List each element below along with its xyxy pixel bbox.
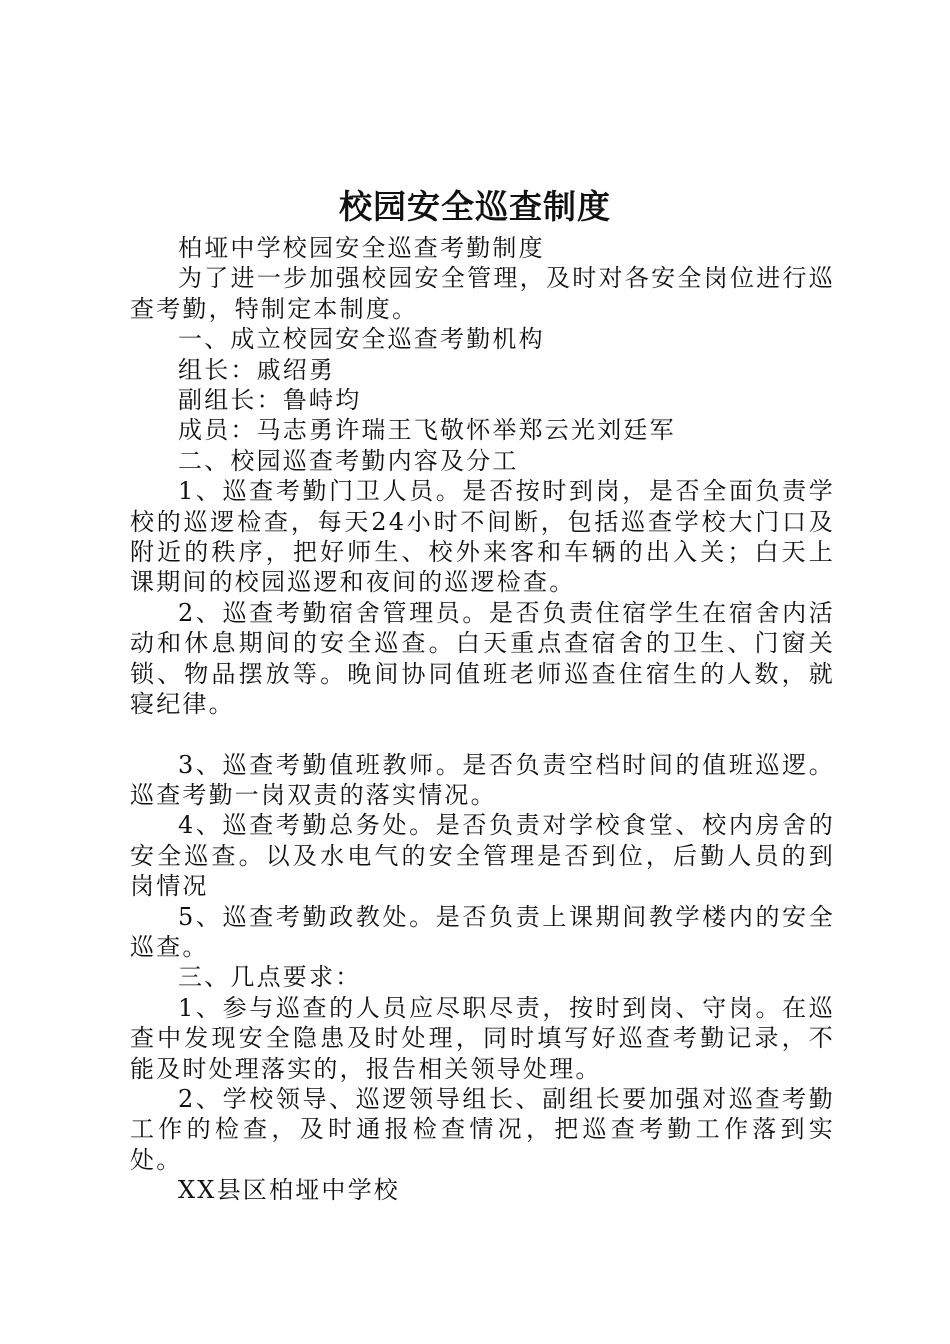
paragraph-group-leader: 组长：戚绍勇 <box>178 355 336 384</box>
section-heading-requirements: 三、几点要求： <box>178 963 362 992</box>
paragraph-item-dorm: 2、巡查考勤宿舍管理员。是否负责住宿学生在宿舍内活动和休息期间的安全巡查。白天重点查宿舍的卫生、门窗关锁、物品摆放等。晚间协同值班老师巡查住宿生的人数，就寝纪律。 <box>130 598 835 719</box>
paragraph-deputy-leader: 副组长：鲁峙均 <box>178 386 362 415</box>
document-title: 校园安全巡查制度 <box>339 187 611 226</box>
paragraph-requirement-1: 1、参与巡查的人员应尽职尽责，按时到岗、守岗。在巡查中发现安全隐患及时处理，同时填写好巡查考勤记录，不能及时处理落实的，报告相关领导处理。 <box>130 993 835 1083</box>
section-heading-content: 二、校园巡查考勤内容及分工 <box>178 446 519 475</box>
paragraph-item-general-affairs: 4、巡查考勤总务处。是否负责对学校食堂、校内房舍的安全巡查。以及水电气的安全管理是否到位，后勤人员的到岗情况 <box>130 811 835 901</box>
paragraph-intro: 为了进一步加强校园安全管理，及时对各安全岗位进行巡查考勤，特制定本制度。 <box>130 264 835 323</box>
paragraph-signature-school: XX县区柏垭中学校 <box>178 1176 400 1205</box>
paragraph-item-duty-teachers: 3、巡查考勤值班教师。是否负责空档时间的值班巡逻。巡查考勤一岗双责的落实情况。 <box>130 750 835 809</box>
paragraph-subtitle: 柏垭中学校园安全巡查考勤制度 <box>178 234 545 262</box>
paragraph-members: 成员：马志勇许瑞王飞敬怀举郑云光刘廷军 <box>178 416 676 445</box>
paragraph-requirement-2: 2、学校领导、巡逻领导组长、副组长要加强对巡查考勤工作的检查，及时通报检查情况，把巡查考勤工作落到实处。 <box>130 1084 835 1174</box>
paragraph-item-guards: 1、巡查考勤门卫人员。是否按时到岗，是否全面负责学校的巡逻检查，每天24小时不间断，包括巡查学校大门口及附近的秩序，把好师生、校外来客和车辆的出入关；白天上课期间的校园巡逻和夜间的巡逻检查。 <box>130 477 835 597</box>
paragraph-item-political-office: 5、巡查考勤政教处。是否负责上课期间教学楼内的安全巡查。 <box>130 902 835 961</box>
document-body <box>130 233 835 1206</box>
section-heading-organization: 一、成立校园安全巡查考勤机构 <box>178 325 545 354</box>
